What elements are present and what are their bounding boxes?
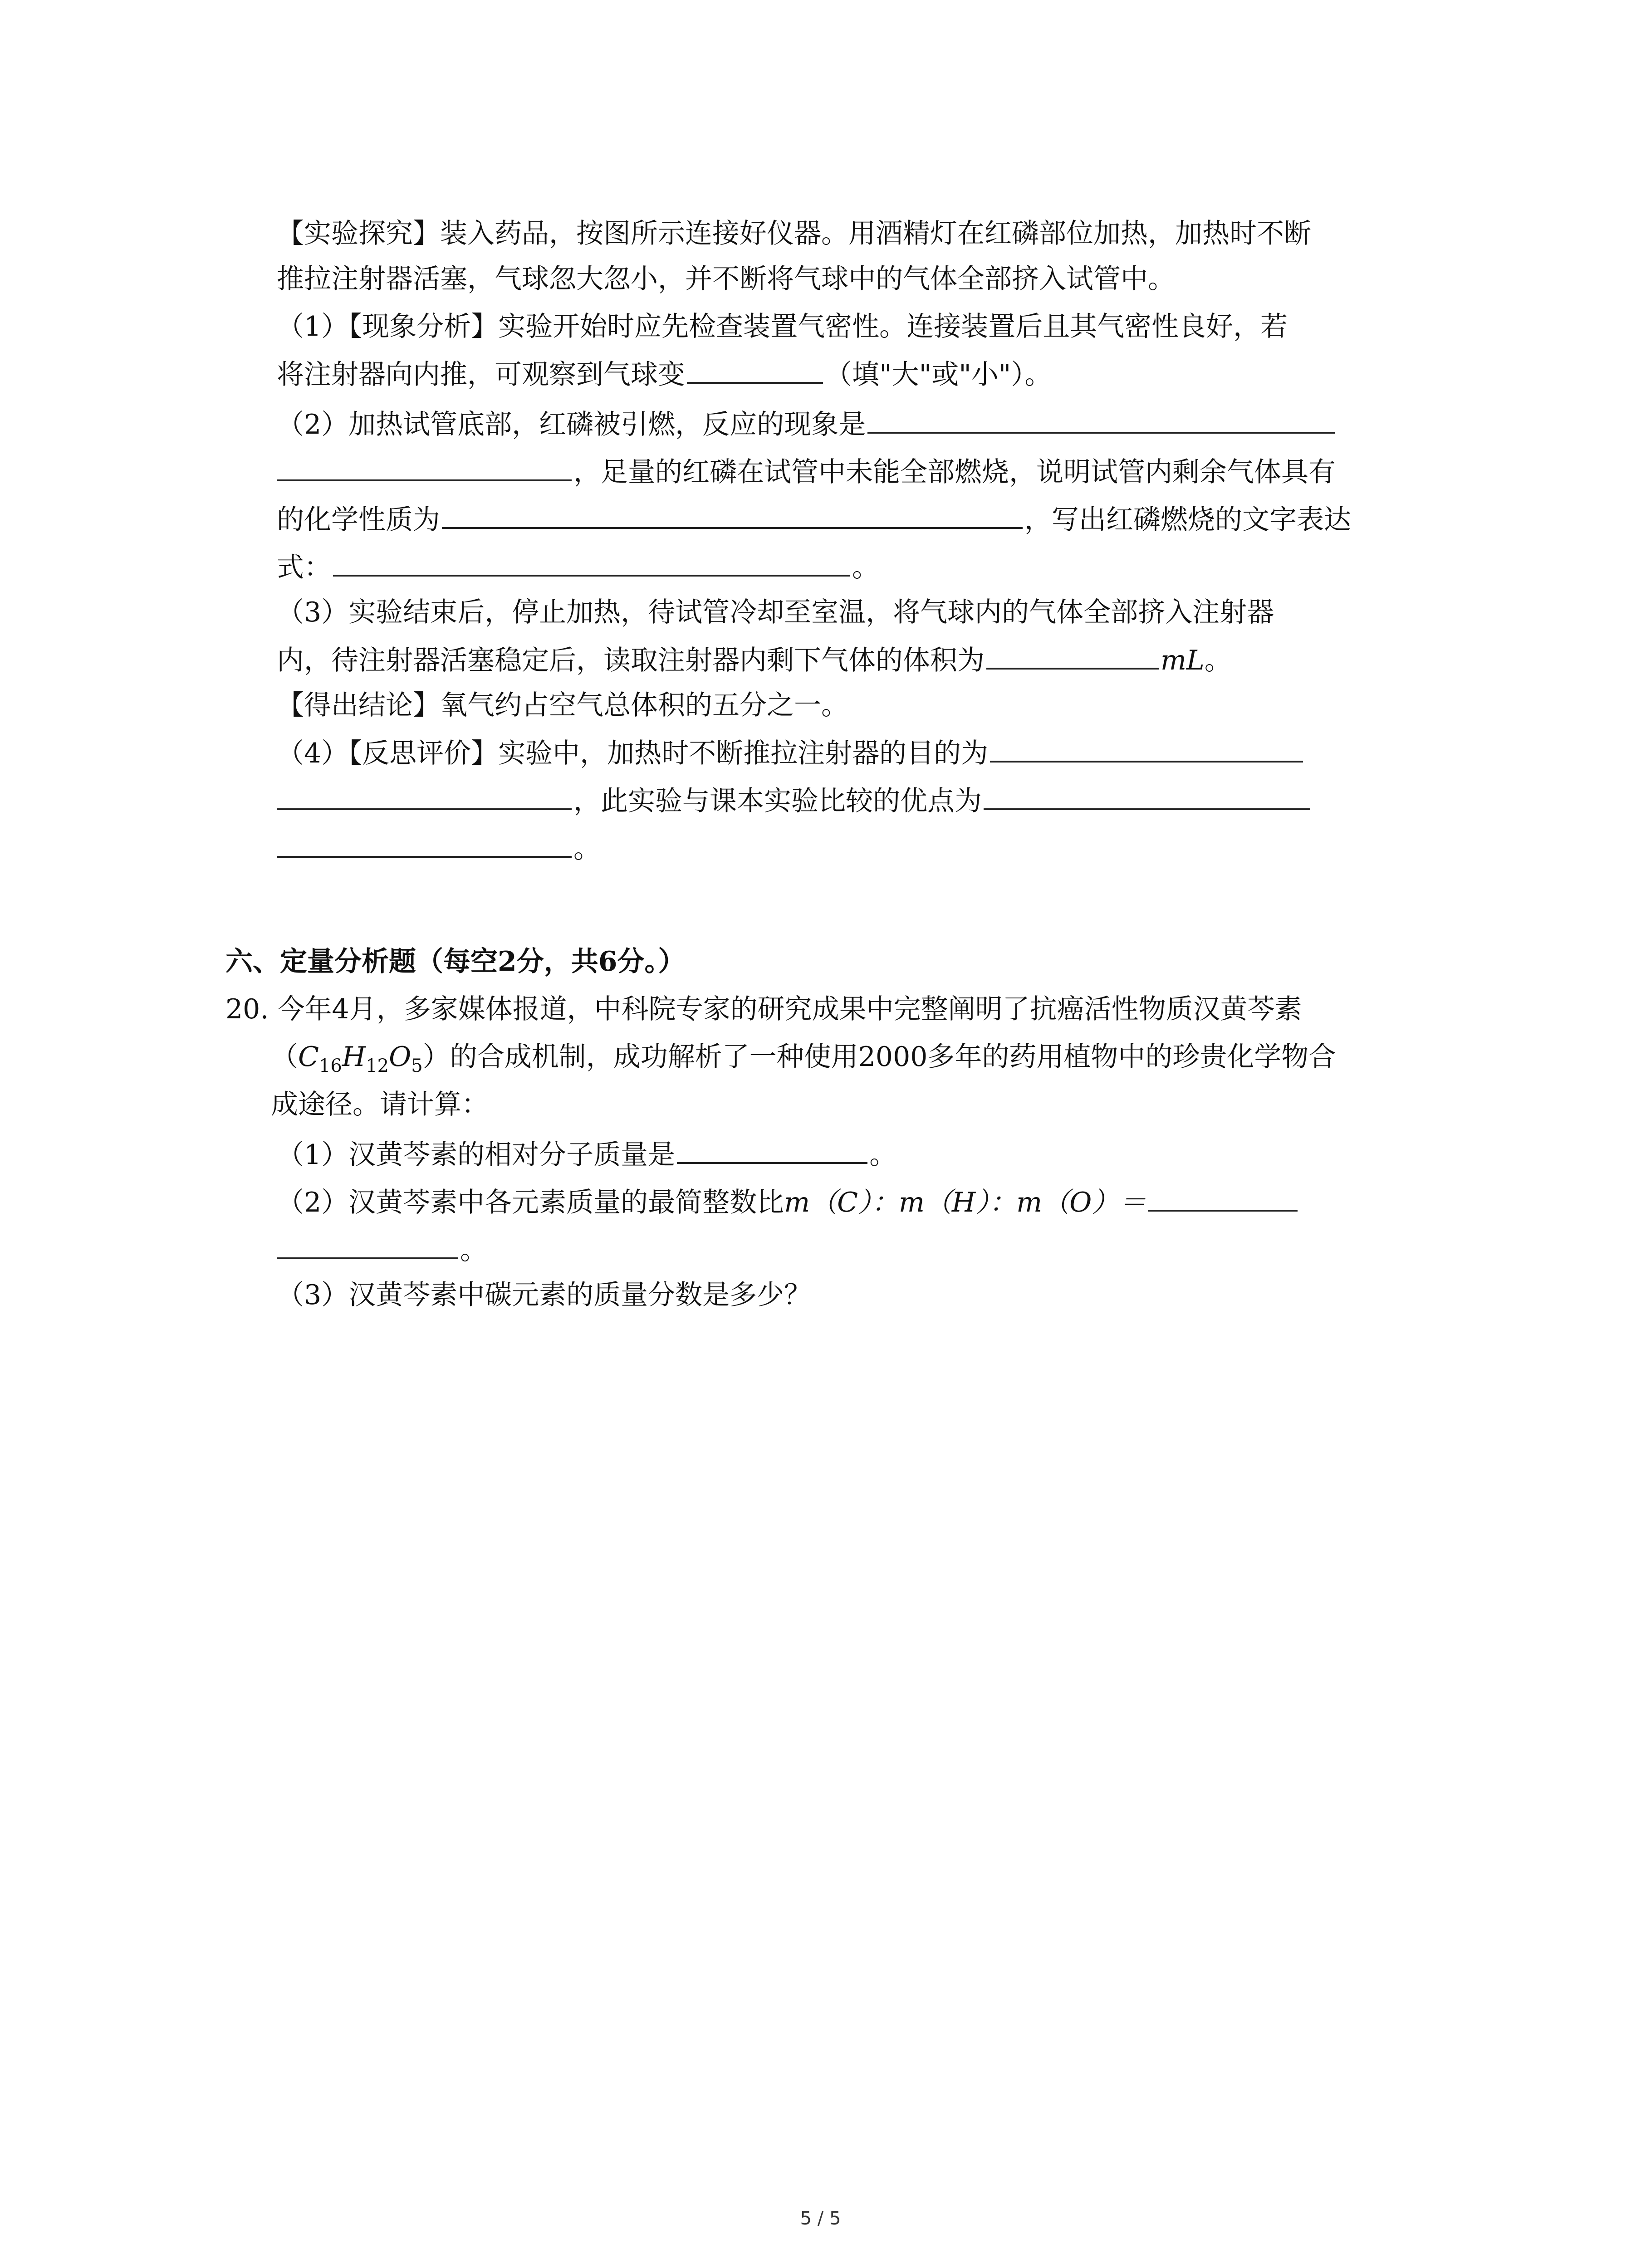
question-20-text-2: ）的合成机制，成功解析了一种使用2000多年的药用植物中的珍贵化学物合: [422, 1041, 1336, 1073]
answer-blank-balloon[interactable]: [687, 354, 823, 384]
question-20-text: 今年4月，多家媒体报道，中科院专家的研究成果中完整阐明了抗癌活性物质汉黄芩素: [277, 993, 1302, 1025]
question-2-text-4: ，写出红磷燃烧的文字表达: [1024, 504, 1351, 536]
answer-blank-purpose-2[interactable]: [277, 780, 572, 810]
question-3-period: 。: [1204, 645, 1232, 676]
subquestion-1: [277, 1134, 896, 1170]
question-4-period: 。: [573, 833, 601, 865]
exp-paragraph-line-2: 推拉注射器活塞，气球忽大忽小，并不断将气球中的气体全部挤入试管中。: [277, 263, 1175, 295]
answer-blank-mass-ratio-1[interactable]: [1148, 1182, 1298, 1212]
formula-hydrogen-subscript: 12: [366, 1056, 389, 1076]
exp-paragraph-line-1: 【实验探究】装入药品，按图所示连接好仪器。用酒精灯在红磷部位加热，加热时不断: [277, 218, 1311, 249]
question-3-line-1: （3）实验结束后，停止加热，待试管冷却至室温，将气球内的气体全部挤入注射器: [277, 596, 1274, 628]
mass-ratio-expression: m（C）：m（H）：m（O）＝: [784, 1187, 1146, 1218]
subquestion-1-period: 。: [869, 1139, 897, 1171]
question-1-hint: （填"大"或"小"）。: [825, 359, 1052, 391]
unit-ml: mL: [1161, 645, 1205, 676]
question-20-line-3: 成途径。请计算：: [271, 1089, 489, 1120]
subquestion-1-text: （1）汉黄芩素的相对分子质量是: [277, 1139, 676, 1171]
question-1-line-2: [277, 354, 1052, 390]
question-2-line-3: [277, 499, 1351, 535]
question-20-line-2: [271, 1039, 1336, 1075]
question-4-text-2: ，此实验与课本实验比较的优点为: [573, 785, 982, 817]
formula-hydrogen: H: [342, 1041, 366, 1073]
question-1-text: 将注射器向内推，可观察到气球变: [277, 359, 685, 391]
subquestion-2-period: 。: [460, 1234, 487, 1266]
question-3-text: 内，待注射器活塞稳定后，读取注射器内剩下气体的体积为: [277, 645, 985, 676]
answer-blank-chemical-property[interactable]: [442, 499, 1023, 529]
answer-blank-word-equation[interactable]: [333, 547, 850, 577]
question-4-line-2: [277, 780, 1312, 816]
question-2-line-2: [277, 451, 1336, 488]
formula-carbon: C: [298, 1041, 319, 1073]
answer-blank-purpose-1[interactable]: [990, 733, 1303, 763]
subquestion-2-line-2: [277, 1229, 487, 1266]
answer-blank-phenomenon-1[interactable]: [867, 404, 1335, 434]
question-2-text-5: 式：: [277, 552, 331, 583]
page-number: 5 / 5: [800, 2208, 841, 2229]
formula-carbon-subscript: 16: [318, 1056, 342, 1076]
answer-blank-molar-mass[interactable]: [677, 1134, 867, 1164]
answer-blank-phenomenon-2[interactable]: [277, 451, 572, 481]
question-2-text-3: 的化学性质为: [277, 504, 440, 536]
question-4-line-1: [277, 733, 1305, 769]
question-20-line-1: [225, 991, 1302, 1027]
answer-blank-volume[interactable]: [986, 640, 1159, 670]
answer-blank-advantage-2[interactable]: [277, 828, 572, 858]
question-2-period: 。: [852, 552, 879, 583]
formula-oxygen: O: [389, 1041, 411, 1073]
section-6-title: 六、定量分析题（每空2分，共6分。）: [225, 946, 686, 978]
question-4-line-3: [277, 828, 601, 864]
subquestion-2-text: （2）汉黄芩素中各元素质量的最简整数比: [277, 1187, 784, 1218]
question-3-line-2: [277, 640, 1232, 676]
answer-blank-mass-ratio-2[interactable]: [277, 1229, 458, 1259]
conclusion: 【得出结论】氧气约占空气总体积的五分之一。: [277, 689, 848, 721]
question-2-text-2: ，足量的红磷在试管中未能全部燃烧，说明试管内剩余气体具有: [573, 456, 1336, 488]
formula-open-paren: （: [271, 1041, 298, 1073]
question-2-line-4: [277, 547, 879, 583]
question-1-line-1: （1）【现象分析】实验开始时应先检查装置气密性。连接装置后且其气密性良好，若: [277, 311, 1288, 342]
question-2-line-1: [277, 404, 1337, 440]
question-4-text: （4）【反思评价】实验中，加热时不断推拉注射器的目的为: [277, 738, 989, 769]
answer-blank-advantage-1[interactable]: [984, 780, 1310, 810]
question-20-number: 20.: [225, 993, 269, 1025]
subquestion-3: （3）汉黄芩素中碳元素的质量分数是多少？: [277, 1279, 812, 1311]
question-2-text: （2）加热试管底部，红磷被引燃，反应的现象是: [277, 409, 866, 440]
subquestion-2-line-1: [277, 1182, 1299, 1218]
formula-oxygen-subscript: 5: [411, 1056, 423, 1076]
